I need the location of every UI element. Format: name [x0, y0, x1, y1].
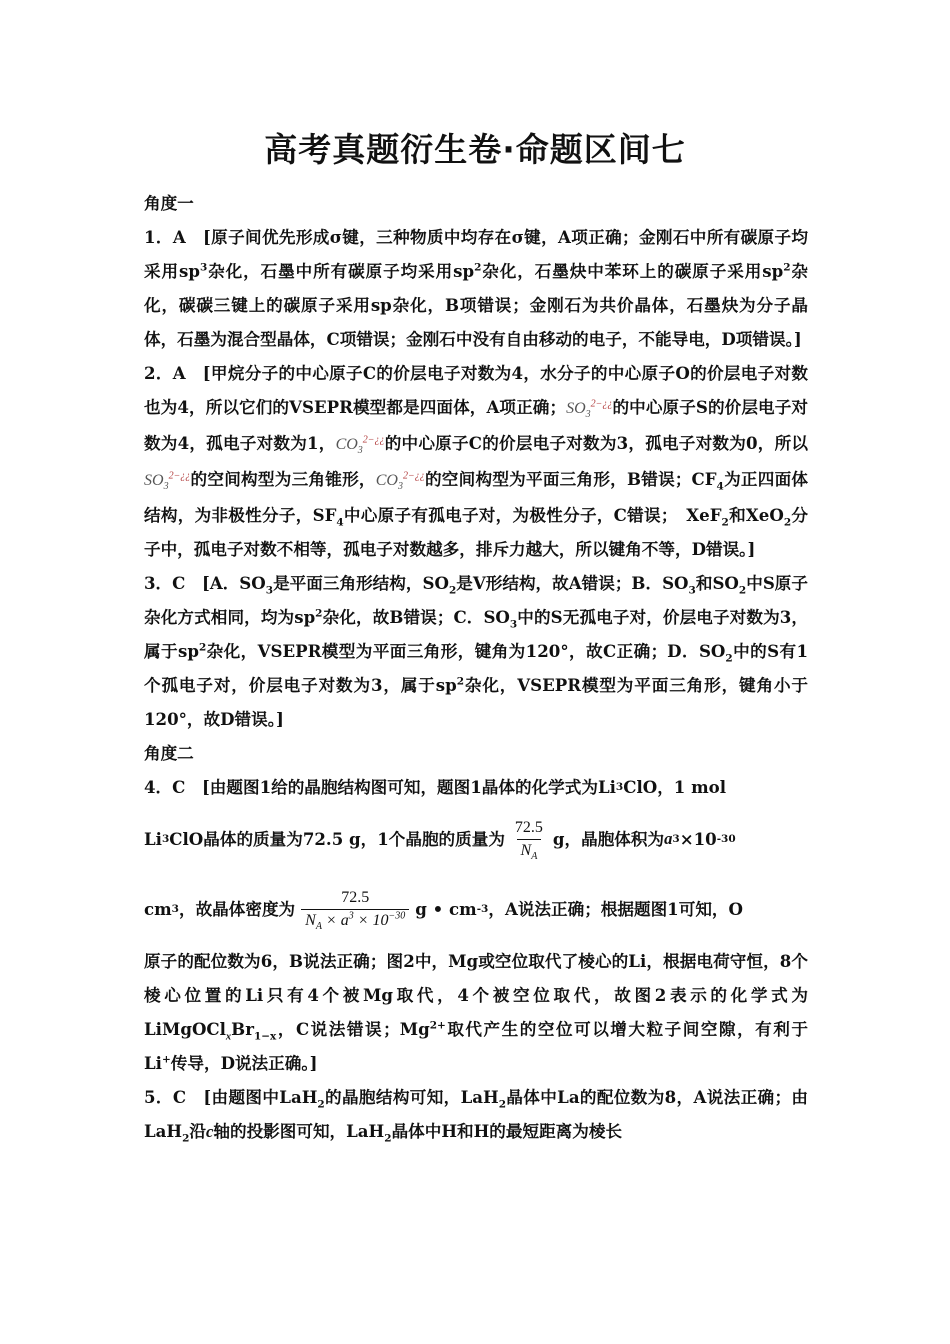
- answer-content: [144, 186, 808, 1149]
- sulfite-ion-formula: $SO_3^{2-¿¿}$: [144, 470, 191, 493]
- answer-1: 1．A [原子间优先形成σ键，三种物质中均存在σ键，A项正确；金刚石中所有碳原子均采用$sp^3$杂化，石墨中所有碳原子均采用$sp^2$杂化，石墨炔中苯环上的碳原子采用$sp^2$杂化，碳碳三键上的碳原子采用sp杂化，B项错误；金刚石为共价晶体，石墨炔为分子晶体，石墨为混合型晶体，C项错误；金刚石中没有自由移动的电子，不能导电，D项错误。]: [144, 227, 808, 349]
- section-heading-2: 角度二: [144, 743, 194, 763]
- carbonate-ion-formula: $CO_3^{2-¿¿}$: [335, 434, 385, 457]
- answer-4-line-2: Li 3 ClO晶体的质量为72.5 g，1个晶胞的质量为 $\frac{72.5}{N_A}$ g，晶胞体积为 a 3 ×10 -30: [144, 818, 736, 862]
- section-heading-1: 角度一: [144, 193, 194, 213]
- sulfite-ion-formula: $SO_3^{2-¿¿}$: [566, 398, 613, 421]
- density-fraction: $\frac{72.5}{N_A \times a^3 \times 10^{-30}}$: [301, 887, 409, 932]
- answer-2: 2．A [甲烷分子的中心原子C的价层电子对数为4，水分子的中心原子O的价层电子对数也为4，所以它们的VSEPR模型都是四面体，A项正确；$SO_3^{2-¿¿}$的中心原子S的价层电子对数为4，孤电子对数为1，$CO_3^{2-¿¿}$的中心原子C的价层电子对数为3，孤电子对数为0，所以$SO_3^{2-¿¿}$的空间构型为三角锥形，$CO_3^{2-¿¿}$的空间构型为平面三角形，B错误；$CF_4$为正四面体结构，为非极性分子，$SF_4$中心原子有孤电子对，为极性分子，C错误； XeF$_2$和XeO$_2$分子中，孤电子对数不相等，孤电子对数越多，排斥力越大，所以键角不等，D错误。]: [144, 363, 809, 559]
- page-title: 高考真题衍生卷·命题区间七: [264, 130, 686, 169]
- answer-4-rest: 原子的配位数为6，B说法正确；图2中，Mg或空位取代了棱心的Li，根据电荷守恒，8个棱心位置的Li只有4个被Mg取代，4个被空位取代，故图2表示的化学式为$LiMgOCl_xBr_{1-x}$，C说法错误；$Mg^{2+}$取代产生的空位可以增大粒子间空隙，有利于Li+传导，D说法正确。]: [144, 951, 808, 1073]
- unit-cell-mass-fraction: $\frac{72.5}{N_A}$: [514, 818, 543, 862]
- carbonate-ion-formula: $CO_3^{2-¿¿}$: [375, 470, 425, 493]
- answer-4-line-1: 4．C [由题图1给的晶胞结构图可知，题图1晶体的化学式为Li 3 ClO，1 mol: [144, 777, 727, 797]
- answer-5: 5．C [由题图中LaH$_2$的晶胞结构可知，LaH$_2$晶体中La的配位数为8，A说法正确；由LaH$_2$沿c轴的投影图可知，LaH$_2$晶体中H和H的最短距离为棱长: [144, 1087, 808, 1145]
- answer-4: [144, 770, 808, 1080]
- answer-3: 3．C [A．$SO_3$是平面三角形结构，$SO_2$是V形结构，故A错误；B．$SO_3$和$SO_2$中S原子杂化方式相同，均为$sp^2$杂化，故B错误；C．$SO_3$中的S无孤电子对，价层电子对数为3，属于$sp^2$杂化，VSEPR模型为平面三角形，键角为120°，故C正确；D．$SO_2$中的S有1个孤电子对，价层电子对数为3，属于$sp^2$杂化，VSEPR模型为平面三角形，键角小于120°，故D错误。]: [144, 573, 809, 729]
- answer-4-line-3: cm 3 ，故晶体密度为 $\frac{72.5}{N_A \times a^3 \times 10^{-30}}$ g • cm -3 ，A说法正确；根据题图1可知，O: [144, 888, 743, 932]
